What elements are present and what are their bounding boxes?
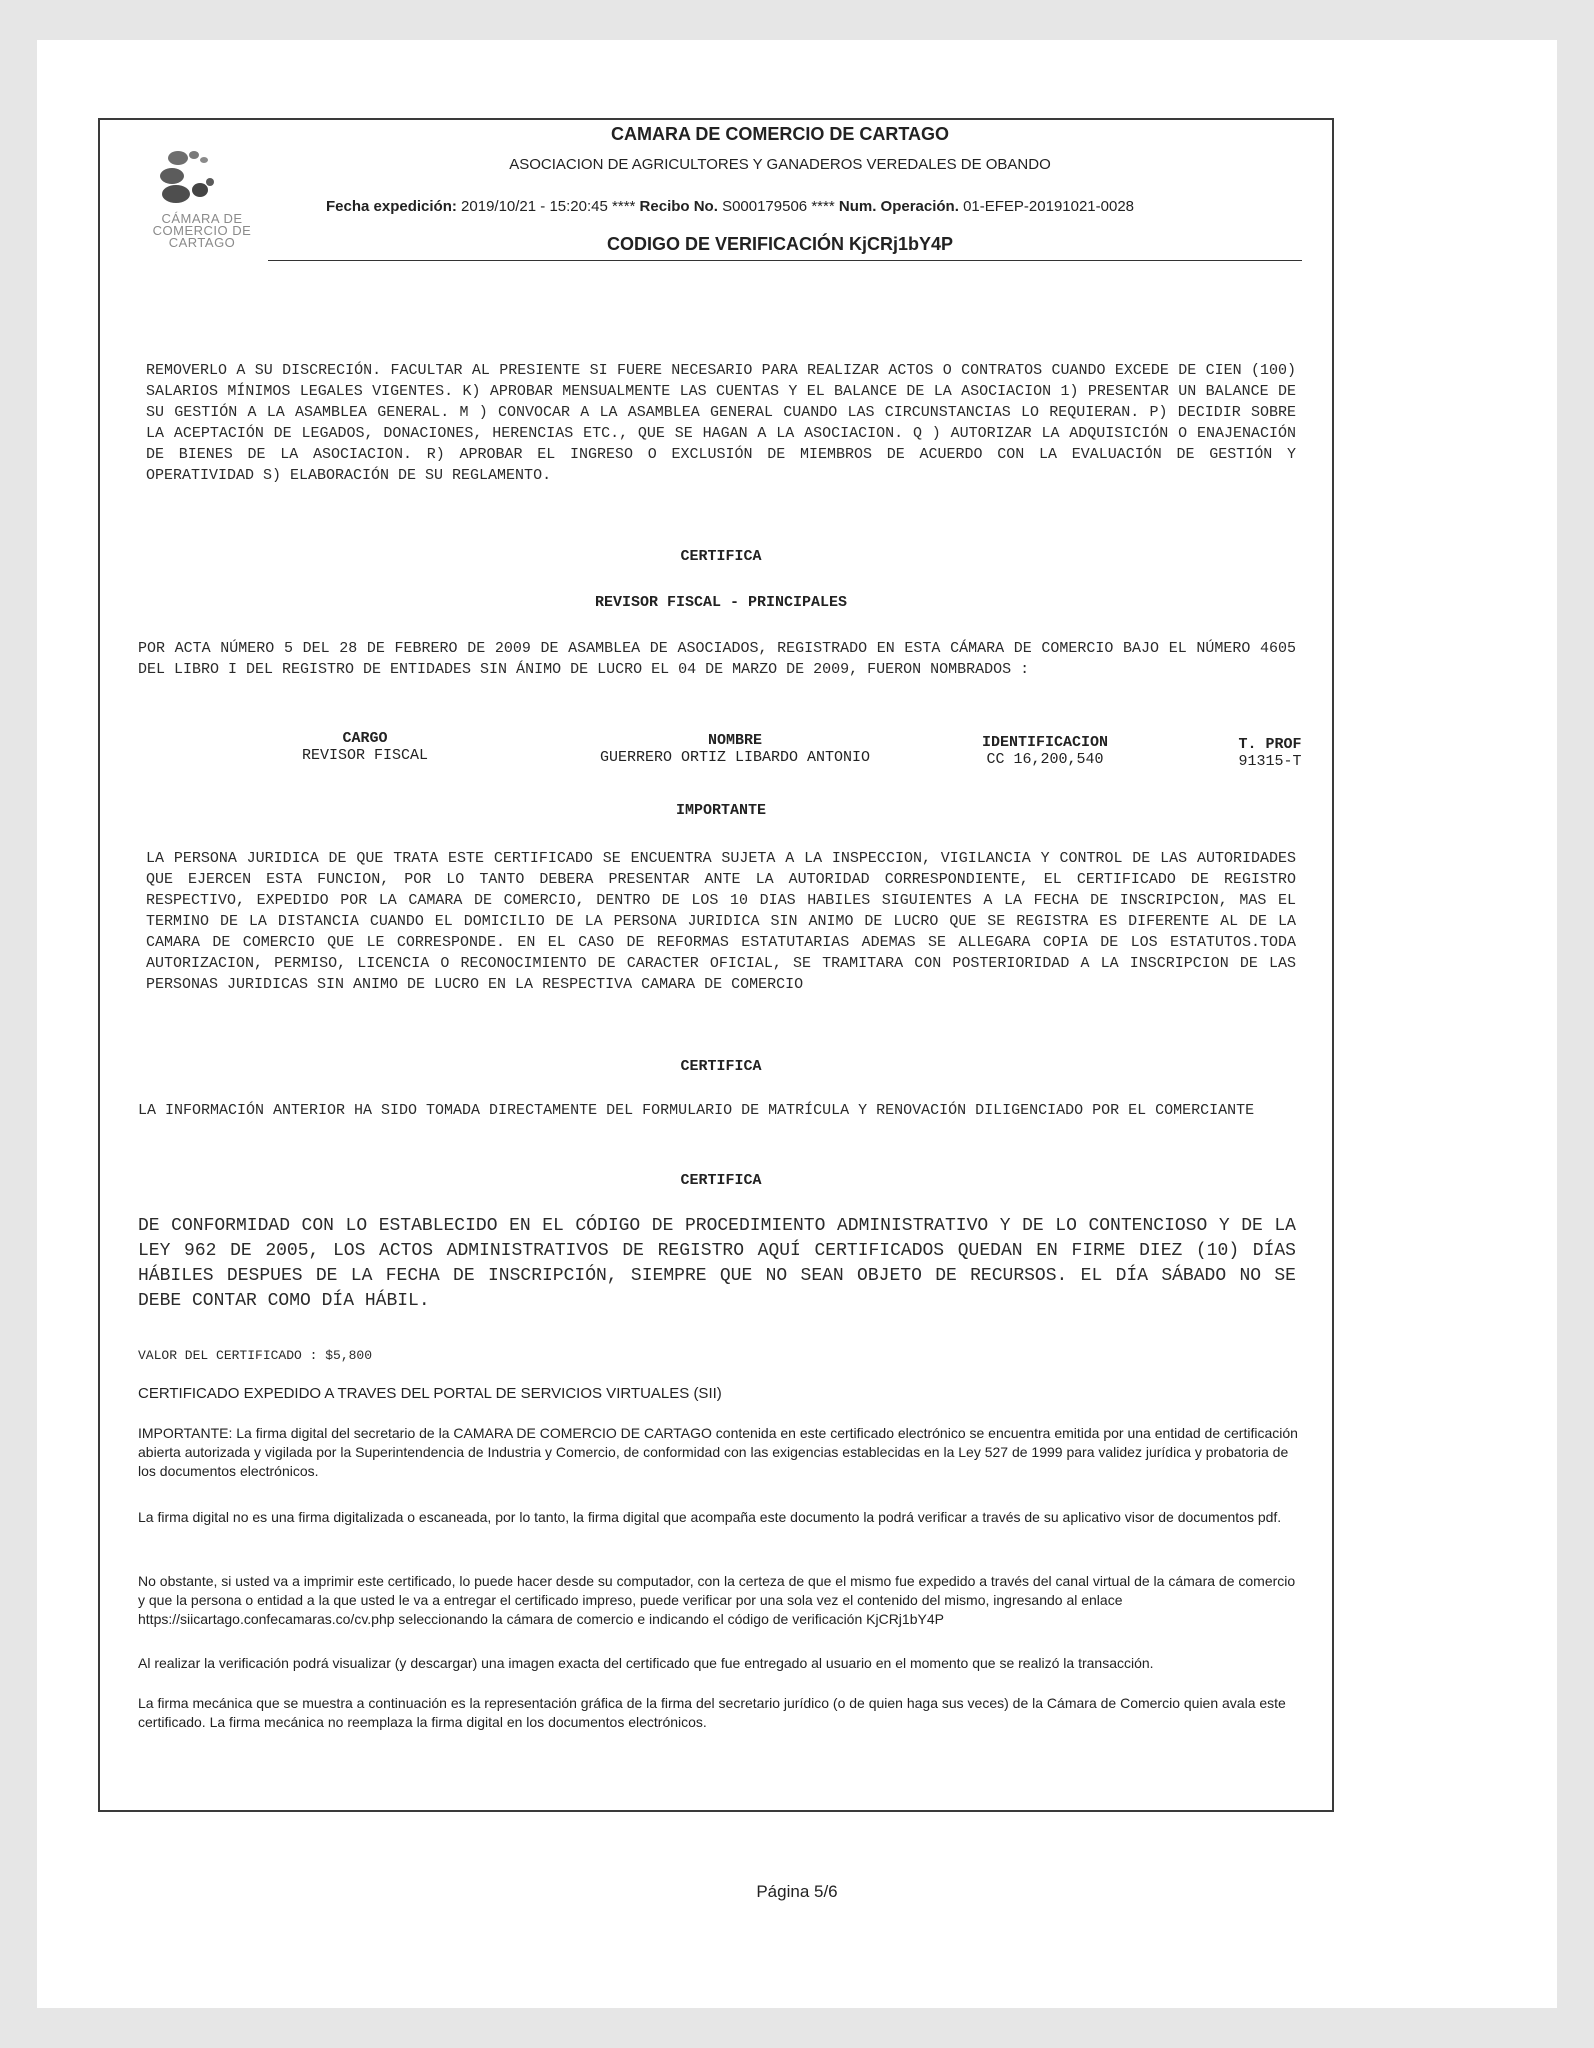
table-header-identificacion: IDENTIFICACION [981,734,1109,751]
paragraph-acta: POR ACTA NÚMERO 5 DEL 28 DE FEBRERO DE 2009 DE ASAMBLEA DE ASOCIADOS, REGISTRADO EN ESTA CÁMARA DE COMERCIO BAJO EL NÚMERO 4605 DEL LIBRO I DEL REGISTRO DE ENTIDADES SIN ÁNIMO DE LUCRO EL 04 DE MARZO DE 2009, FUERON NOMBRADOS : [138,640,1296,678]
operacion-value: 01-EFEP-20191021-0028 [963,198,1135,215]
heading-certifica: CERTIFICA [680,1172,762,1189]
column-nombre [540,732,930,766]
table-cell-tprof: 91315-T [1238,753,1302,770]
separator: **** [612,198,636,215]
paragraph-facultades: REMOVERLO A SU DISCRECIÓN. FACULTAR AL PRESIENTE SI FUERE NECESARIO PARA REALIZAR ACTOS O CONTRATOS CUANDO EXCEDE DE CIEN (100) SALARIOS MÍNIMOS LEGALES VIGENTES. K) APROBAR MENSUALMENTE LAS CUENTAS Y EL BALANCE DE LA ASOCIACION 1) PRESENTAR UN BALANCE DE SU GESTIÓN A LA ASAMBLEA GENERAL. M ) CONVOCAR A LA ASAMBLEA GENERAL CUANDO LAS CIRCUNSTANCIAS LO REQUIERAN. P) DECIDIR SOBRE LA ACEPTACIÓN DE LEGADOS, DONACIONES, HERENCIAS ETC., QUE SE HAGAN A LA ASOCIACION. Q ) AUTORIZAR LA ADQUISICIÓN O ENAJENACIÓN DE BIENES DE LA ASOCIACION. R) APROBAR EL INGRESO O EXCLUSIÓN DE MIEMBROS DE ACUERDO CON LA EVALUACIÓN DE GESTIÓN Y OPERATIVIDAD S) ELABORACIÓN DE SU REGLAMENTO. [146,362,1296,484]
heading-revisor-fiscal: REVISOR FISCAL - PRINCIPALES [594,594,848,611]
table-cell-cargo: REVISOR FISCAL [301,747,429,764]
paragraph-conformidad: DE CONFORMIDAD CON LO ESTABLECIDO EN EL CÓDIGO DE PROCEDIMIENTO ADMINISTRATIVO Y DE LO CONTENCIOSO Y DE LA LEY 962 DE 2005, LOS ACTOS ADMINISTRATIVOS DE REGISTRO AQUÍ CERTIFICADOS QUEDAN EN FIRME DIEZ (10) DÍAS HÁBILES DESPUES DE LA FECHA DE INSCRIPCIÓN, SIEMPRE QUE NO SEAN OBJETO DE RECURSOS. EL DÍA SÁBADO NO SE DEBE CONTAR COMO DÍA HÁBIL. [138,1216,1296,1311]
column-identificacion [940,734,1150,768]
entity-name: ASOCIACION DE AGRICULTORES Y GANADEROS VEREDALES DE OBANDO [509,156,1051,173]
logo-text-line: CARTAGO [168,235,236,250]
header-divider [268,260,1302,261]
heading-importante: IMPORTANTE [675,802,766,819]
verification-code: CODIGO DE VERIFICACIÓN KjCRj1bY4P [606,234,954,254]
table-cell-nombre: GUERRERO ORTIZ LIBARDO ANTONIO [599,749,871,766]
operacion-label: Num. Operación. [838,198,959,215]
note-firma-mecanica: La firma mecánica que se muestra a continuación es la representación gráfica de la firma del secretario jurídico (o de quien haga sus veces) de la Cámara de Comercio quien avala este certificado. La firma mecánica no reemplaza la firma digital en los documentos electrónicos. [138,1695,1286,1730]
logo-text-line: COMERCIO DE [152,223,252,238]
heading-certifica: CERTIFICA [680,1058,762,1075]
recibo-value: S000179506 [722,198,808,215]
issued-via-portal: CERTIFICADO EXPEDIDO A TRAVES DEL PORTAL DE SERVICIOS VIRTUALES (SII) [138,1385,722,1402]
issue-metadata [326,198,1286,215]
paragraph-informacion: LA INFORMACIÓN ANTERIOR HA SIDO TOMADA DIRECTAMENTE DEL FORMULARIO DE MATRÍCULA Y RENOVACIÓN DILIGENCIADO POR EL COMERCIANTE [138,1102,1255,1119]
column-tprof [1210,736,1330,770]
paragraph-importante: LA PERSONA JURIDICA DE QUE TRATA ESTE CERTIFICADO SE ENCUENTRA SUJETA A LA INSPECCION, VIGILANCIA Y CONTROL DE LAS AUTORIDADES QUE EJERCEN ESTA FUNCION, POR LO TANTO DEBERA PRESENTAR ANTE LA AUTORIDAD CORRESPONDIENTE, EL CERTIFICADO DE REGISTRO RESPECTIVO, EXPEDIDO POR LA CAMARA DE COMERCIO, DENTRO DE LOS 10 DIAS HABILES SIGUIENTES A LA FECHA DE INSCRIPCION, MAS EL TERMINO DE LA DISTANCIA CUANDO EL DOMICILIO DE LA PERSONA JURIDICA SIN ANIMO DE LUCRO QUE SE REGISTRA ES DIFERENTE AL DE LA CAMARA DE COMERCIO QUE LE CORRESPONDE. EN EL CASO DE REFORMAS ESTATUTARIAS ADEMAS SE ALLEGARA COPIA DE LOS ESTATUTOS.TODA AUTORIZACION, PERMISO, LICENCIA O RECONOCIMIENTO DE CARACTER OFICIAL, SE TRAMITARA CON POSTERIORIDAD A LA INSCRIPCION DE LAS PERSONAS JURIDICAS SIN ANIMO DE LUCRO EN LA RESPECTIVA CAMARA DE COMERCIO [146,850,1296,993]
note-verificacion: No obstante, si usted va a imprimir este certificado, lo puede hacer desde su computador, con la certeza de que el mismo fue expedido a través del canal virtual de la cámara de comercio y que la persona o entidad a la que usted le va a entregar el certificado impreso, puede verificar por una sola vez el contenido del mismo, ingresando al enlace https://siicartago.confecamaras.co/cv.php seleccionando la cámara de comercio e indicando el código de verificación KjCRj1bY4P [138,1573,1296,1627]
table-header-tprof: T. PROF [1238,736,1302,753]
separator: **** [811,198,835,215]
table-cell-identificacion: CC 16,200,540 [986,751,1104,768]
fecha-value: 2019/10/21 - 15:20:45 [461,198,608,215]
note-descarga: Al realizar la verificación podrá visualizar (y descargar) una imagen exacta del certificado que fue entregado al usuario en el momento que se realizó la transacción. [138,1655,1154,1671]
chamber-title: CAMARA DE COMERCIO DE CARTAGO [611,124,949,144]
certificate-value: VALOR DEL CERTIFICADO : $5,800 [138,1348,373,1363]
fecha-label: Fecha expedición: [326,198,457,215]
heading-certifica: CERTIFICA [680,548,762,565]
table-header-nombre: NOMBRE [707,732,762,749]
note-firma-no-escaneada: La firma digital no es una firma digitalizada o escaneada, por lo tanto, la firma digital que acompaña este documento la podrá verificar a través de su aplicativo visor de documentos pdf. [138,1509,1282,1525]
column-cargo [250,730,480,764]
logo-text [144,213,260,249]
note-firma-digital: IMPORTANTE: La firma digital del secretario de la CAMARA DE COMERCIO DE CARTAGO contenida en este certificado electrónico se encuentra emitida por una entidad de certificación abierta autorizada y vigilada por la Superintendencia de Industria y Comercio, de conformidad con las exigencias establecidas en la Ley 527 de 1999 para validez jurídica y probatoria de los documentos electrónicos. [138,1425,1298,1479]
logo-text-line: CÁMARA DE [161,211,243,226]
table-header-cargo: CARGO [342,730,388,747]
page-number: Página 5/6 [756,1882,838,1901]
recibo-label: Recibo No. [639,198,718,215]
